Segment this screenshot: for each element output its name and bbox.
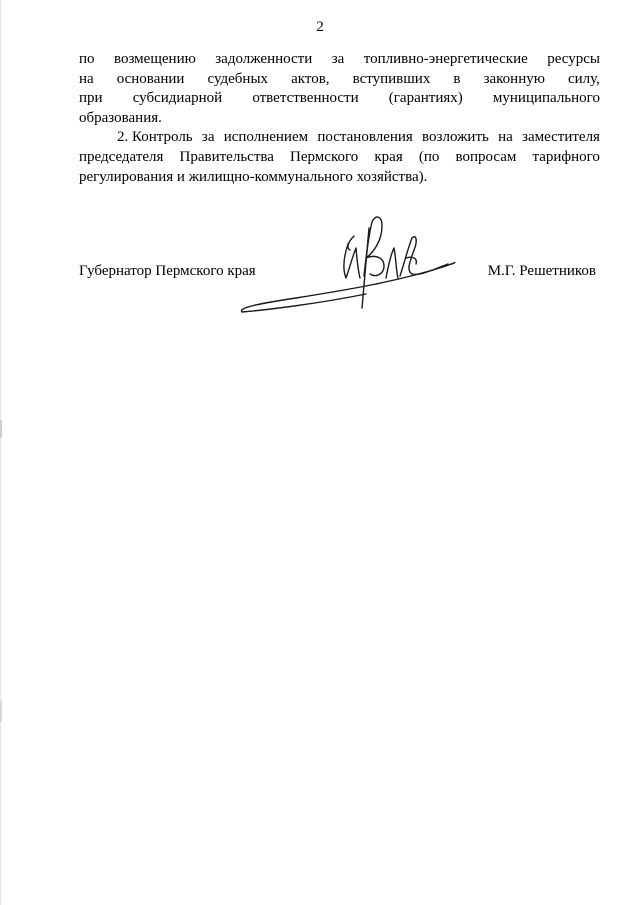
paragraph-2-line-1 — [79, 128, 600, 148]
word: ответственности — [252, 90, 359, 107]
word: законную — [483, 70, 545, 87]
word: муниципального — [492, 90, 600, 107]
word: исполнением — [223, 129, 309, 146]
paragraph-1-line-4: образования. — [79, 109, 162, 126]
word: (гарантиях) — [388, 90, 463, 107]
word: Пермского — [290, 148, 359, 165]
word: постановления — [317, 129, 413, 146]
word: Правительства — [179, 148, 274, 165]
word: ресурсы — [547, 51, 600, 67]
word: тарифного — [532, 148, 600, 165]
word: возложить — [422, 129, 489, 146]
word: на — [498, 129, 513, 146]
word: судебных — [207, 70, 269, 87]
word: заместителя — [522, 129, 600, 146]
word: при — [79, 90, 103, 107]
signatory-name: М.Г. Решетников — [487, 263, 596, 279]
word: за — [331, 51, 345, 67]
word: субсидиарной — [132, 90, 223, 107]
scan-margin-marks — [0, 0, 2, 905]
paragraph-1-line-1 — [79, 50, 600, 70]
word: по — [79, 51, 95, 67]
word: (по — [418, 148, 440, 165]
paragraph-1-line-3 — [79, 89, 600, 109]
signature-block — [79, 262, 600, 284]
word: задолженности — [215, 51, 313, 67]
word: основании — [116, 70, 185, 87]
word: топливно-энергетические — [363, 51, 528, 67]
word: края — [374, 148, 403, 165]
document-body — [79, 50, 600, 187]
page-number: 2 — [316, 19, 324, 35]
word: силу, — [568, 70, 600, 87]
word: в — [453, 70, 461, 87]
word: за — [201, 129, 215, 146]
word: 2. Контроль — [117, 129, 193, 146]
word: актов, — [291, 70, 330, 87]
word: на — [79, 70, 94, 87]
paragraph-2-line-3: регулирования и жилищно-коммунального хозяйства). — [79, 168, 428, 185]
paragraph-2-line-2 — [79, 148, 600, 168]
paragraph-1-line-2 — [79, 70, 600, 90]
word: вступивших — [352, 70, 431, 87]
word: председателя — [79, 148, 164, 165]
word: вопросам — [455, 148, 517, 165]
signatory-title: Губернатор Пермского края — [79, 263, 256, 279]
word: возмещению — [113, 51, 196, 67]
